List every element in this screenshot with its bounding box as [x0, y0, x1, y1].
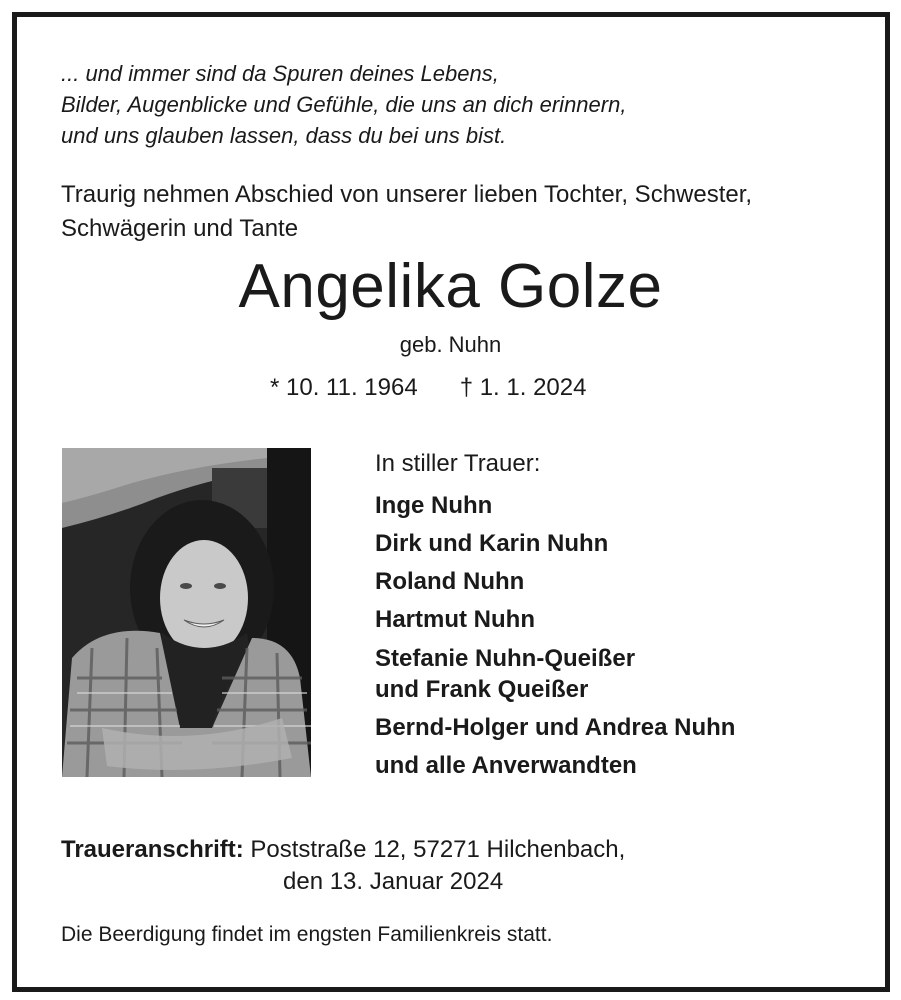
mourner-name: Bernd-Holger und Andrea Nuhn [375, 714, 736, 741]
portrait-photo [62, 448, 311, 777]
poem-line: Bilder, Augenblicke und Gefühle, die uns an dich erinnern, [61, 92, 627, 117]
mourner-name: und alle Anverwandten [375, 752, 637, 779]
address-value: Poststraße 12, 57271 Hilchenbach, [250, 836, 626, 863]
mourner-name: Dirk und Karin Nuhn [375, 530, 609, 557]
death-date: † 1. 1. 2024 [459, 374, 587, 401]
mourner-name: Inge Nuhn [375, 492, 493, 519]
intro-line: Traurig nehmen Abschied von unserer lieben Tochter, Schwester, [61, 181, 753, 208]
mourner-name-line: und Frank Queißer [375, 676, 589, 703]
mourner-name-line: Stefanie Nuhn-Queißer [375, 645, 636, 672]
deceased-name: Angelika Golze [238, 252, 663, 321]
portrait-image [62, 448, 311, 777]
mourners-heading: In stiller Trauer: [375, 450, 541, 477]
poem-line: ... und immer sind da Spuren deines Lebens, [61, 61, 499, 86]
poem-line: und uns glauben lassen, dass du bei uns bist. [61, 123, 507, 148]
mourning-address [61, 834, 625, 866]
mourner-name [375, 643, 735, 705]
intro-line: Schwägerin und Tante [61, 215, 299, 242]
poem [61, 58, 626, 151]
mourner-name: Hartmut Nuhn [375, 606, 535, 633]
life-dates [270, 372, 586, 404]
address-label: Traueranschrift: [61, 836, 244, 863]
mourners-list [375, 447, 735, 785]
mourner-name: Roland Nuhn [375, 568, 525, 595]
birth-name: geb. Nuhn [399, 332, 502, 357]
notice-date: den 13. Januar 2024 [283, 868, 504, 895]
birth-date: * 10. 11. 1964 [270, 374, 418, 401]
funeral-note: Die Beerdigung findet im engsten Familienkreis statt. [61, 923, 553, 946]
intro-text [61, 178, 752, 246]
